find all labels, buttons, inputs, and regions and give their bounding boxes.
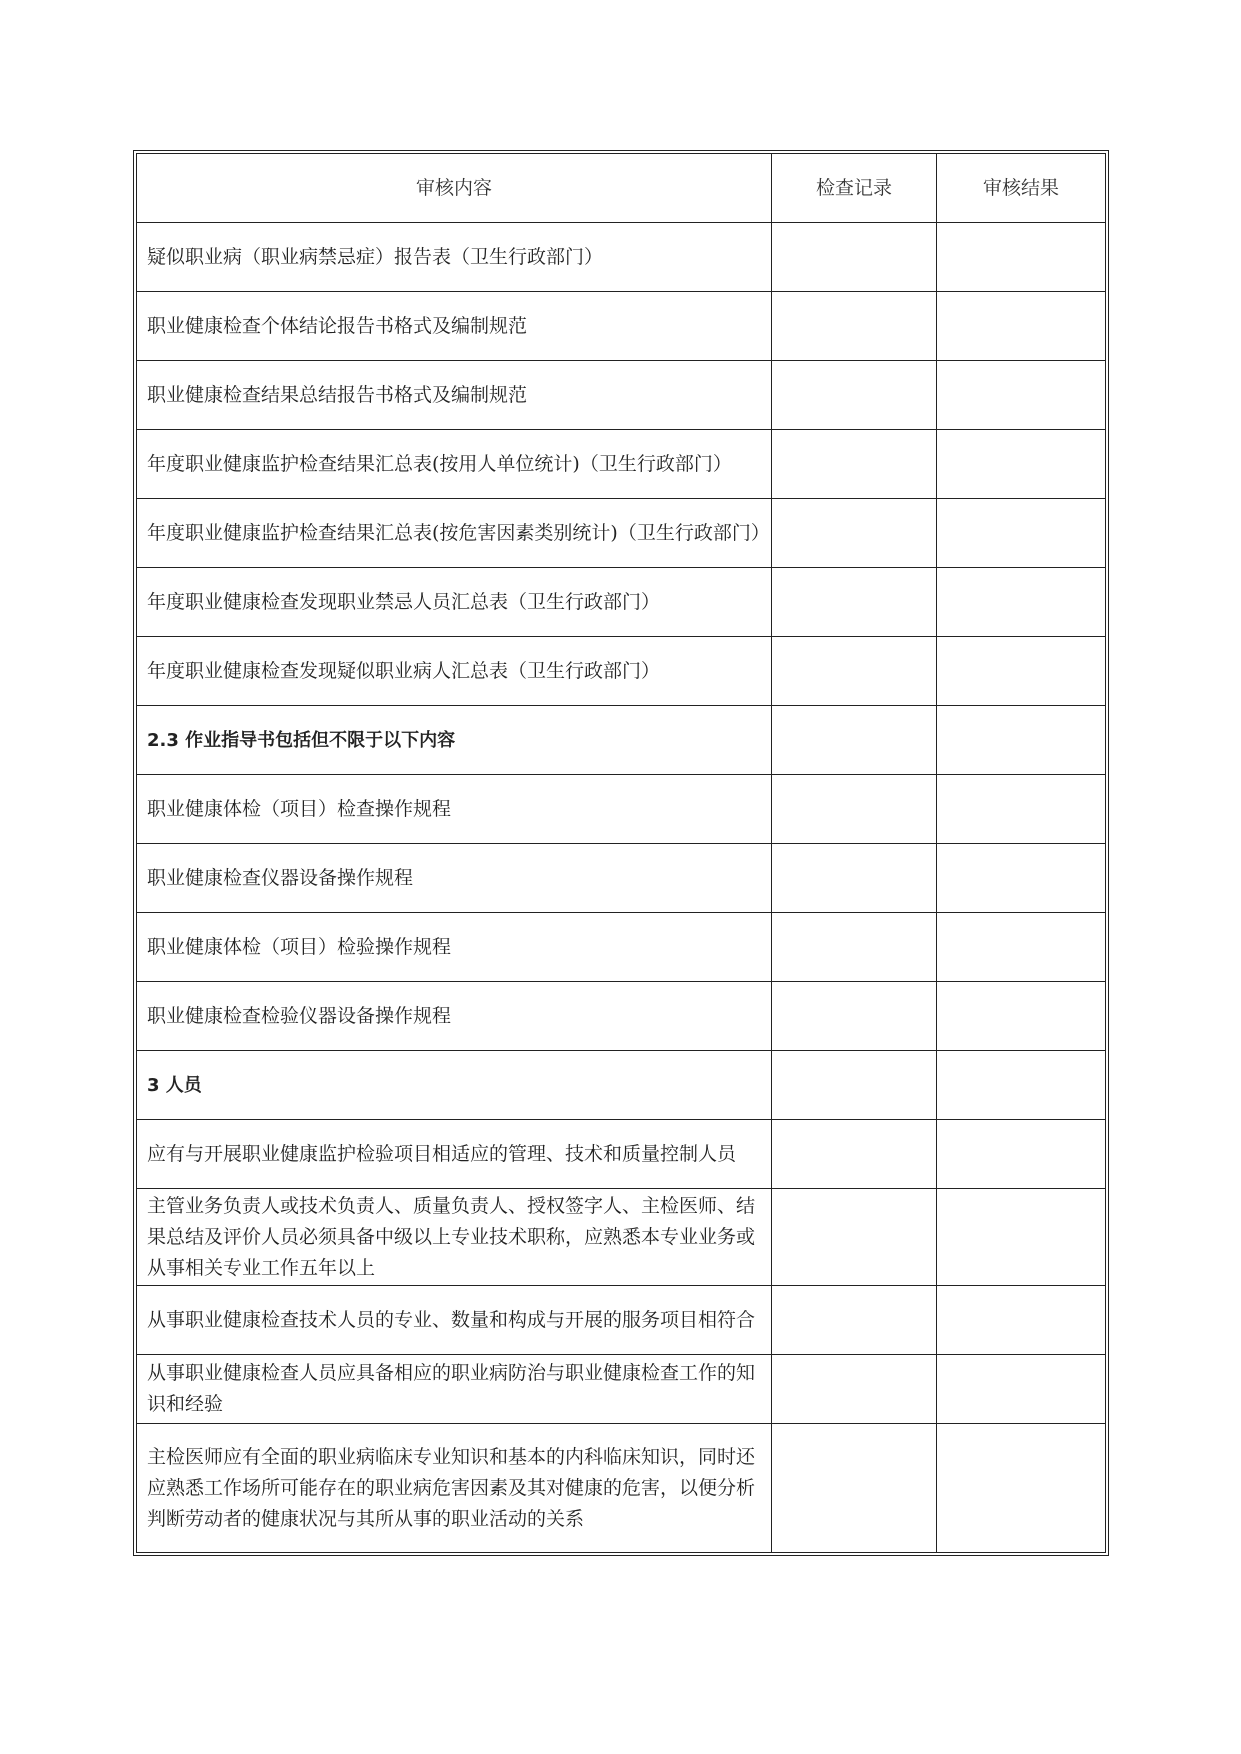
record-cell[interactable] xyxy=(772,637,937,706)
result-cell[interactable] xyxy=(937,1355,1106,1424)
table-row xyxy=(137,1189,1106,1286)
record-cell[interactable] xyxy=(772,499,937,568)
result-cell[interactable] xyxy=(937,1286,1106,1355)
result-cell[interactable] xyxy=(937,913,1106,982)
result-cell[interactable] xyxy=(937,223,1106,292)
record-cell[interactable] xyxy=(772,223,937,292)
result-cell[interactable] xyxy=(937,637,1106,706)
result-cell[interactable] xyxy=(937,1189,1106,1286)
row-content: 主检医师应有全面的职业病临床专业知识和基本的内科临床知识，同时还应熟悉工作场所可能存在的职业病危害因素及其对健康的危害，以便分析判断劳动者的健康状况与其所从事的职业活动的关系 xyxy=(137,1424,772,1553)
header-content: 审核内容 xyxy=(137,154,772,223)
table-row xyxy=(137,844,1106,913)
section-heading: 2.3 作业指导书包括但不限于以下内容 xyxy=(137,706,772,775)
result-cell[interactable] xyxy=(937,292,1106,361)
table-row xyxy=(137,637,1106,706)
record-cell[interactable] xyxy=(772,1051,937,1120)
record-cell[interactable] xyxy=(772,706,937,775)
table-row xyxy=(137,1286,1106,1355)
record-cell[interactable] xyxy=(772,844,937,913)
row-content: 职业健康检查个体结论报告书格式及编制规范 xyxy=(137,292,772,361)
record-cell[interactable] xyxy=(772,430,937,499)
row-content: 职业健康检查检验仪器设备操作规程 xyxy=(137,982,772,1051)
result-cell[interactable] xyxy=(937,1424,1106,1553)
table-row xyxy=(137,499,1106,568)
table-row xyxy=(137,430,1106,499)
row-content: 疑似职业病（职业病禁忌症）报告表（卫生行政部门） xyxy=(137,223,772,292)
table-row xyxy=(137,1424,1106,1553)
audit-table xyxy=(136,153,1106,1553)
result-cell[interactable] xyxy=(937,361,1106,430)
result-cell[interactable] xyxy=(937,706,1106,775)
result-cell[interactable] xyxy=(937,844,1106,913)
record-cell[interactable] xyxy=(772,361,937,430)
row-content: 从事职业健康检查人员应具备相应的职业病防治与职业健康检查工作的知识和经验 xyxy=(137,1355,772,1424)
table-row xyxy=(137,223,1106,292)
section-heading: 3 人员 xyxy=(137,1051,772,1120)
record-cell[interactable] xyxy=(772,568,937,637)
table-row xyxy=(137,913,1106,982)
row-content: 年度职业健康监护检查结果汇总表(按危害因素类别统计)（卫生行政部门） xyxy=(137,499,772,568)
record-cell[interactable] xyxy=(772,292,937,361)
record-cell[interactable] xyxy=(772,1286,937,1355)
result-cell[interactable] xyxy=(937,775,1106,844)
table-row xyxy=(137,1355,1106,1424)
row-content: 职业健康检查仪器设备操作规程 xyxy=(137,844,772,913)
record-cell[interactable] xyxy=(772,982,937,1051)
result-cell[interactable] xyxy=(937,1051,1106,1120)
record-cell[interactable] xyxy=(772,1120,937,1189)
result-cell[interactable] xyxy=(937,430,1106,499)
header-row xyxy=(137,154,1106,223)
row-content: 年度职业健康检查发现疑似职业病人汇总表（卫生行政部门） xyxy=(137,637,772,706)
table-row xyxy=(137,568,1106,637)
record-cell[interactable] xyxy=(772,1189,937,1286)
table-row xyxy=(137,775,1106,844)
section-row xyxy=(137,1051,1106,1120)
record-cell[interactable] xyxy=(772,1424,937,1553)
header-record: 检查记录 xyxy=(772,154,937,223)
row-content: 职业健康体检（项目）检验操作规程 xyxy=(137,913,772,982)
header-result: 审核结果 xyxy=(937,154,1106,223)
table-row xyxy=(137,292,1106,361)
result-cell[interactable] xyxy=(937,982,1106,1051)
audit-table-frame xyxy=(133,150,1109,1556)
row-content: 职业健康体检（项目）检查操作规程 xyxy=(137,775,772,844)
record-cell[interactable] xyxy=(772,913,937,982)
table-row xyxy=(137,361,1106,430)
row-content: 从事职业健康检查技术人员的专业、数量和构成与开展的服务项目相符合 xyxy=(137,1286,772,1355)
table-row xyxy=(137,982,1106,1051)
row-content: 主管业务负责人或技术负责人、质量负责人、授权签字人、主检医师、结果总结及评价人员必须具备中级以上专业技术职称，应熟悉本专业业务或从事相关专业工作五年以上 xyxy=(137,1189,772,1286)
result-cell[interactable] xyxy=(937,568,1106,637)
table-row xyxy=(137,1120,1106,1189)
section-row xyxy=(137,706,1106,775)
row-content: 应有与开展职业健康监护检验项目相适应的管理、技术和质量控制人员 xyxy=(137,1120,772,1189)
result-cell[interactable] xyxy=(937,1120,1106,1189)
result-cell[interactable] xyxy=(937,499,1106,568)
record-cell[interactable] xyxy=(772,1355,937,1424)
row-content: 年度职业健康检查发现职业禁忌人员汇总表（卫生行政部门） xyxy=(137,568,772,637)
row-content: 职业健康检查结果总结报告书格式及编制规范 xyxy=(137,361,772,430)
record-cell[interactable] xyxy=(772,775,937,844)
row-content: 年度职业健康监护检查结果汇总表(按用人单位统计)（卫生行政部门） xyxy=(137,430,772,499)
